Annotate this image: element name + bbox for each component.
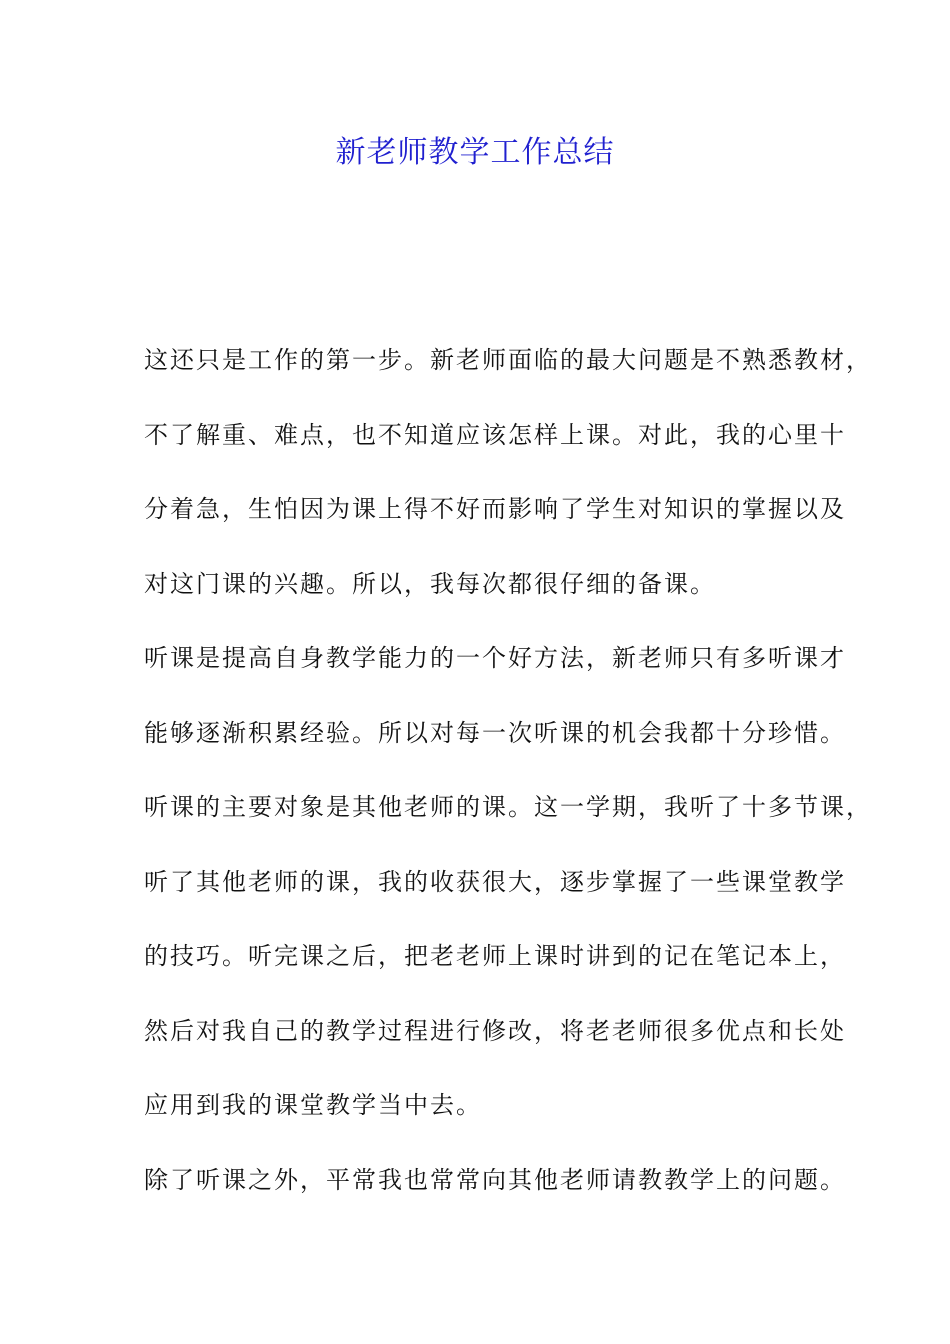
document-title: 新老师教学工作总结 (335, 135, 615, 170)
body-line-2: 不了解重、难点，也不知道应该怎样上课。对此，我的心里十 (144, 421, 846, 449)
body-line-9: 的技巧。听完课之后，把老老师上课时讲到的记在笔记本上， (144, 942, 846, 970)
body-line-1: 这还只是工作的第一步。新老师面临的最大问题是不熟悉教材， (144, 346, 872, 374)
body-line-5: 听课是提高自身教学能力的一个好方法，新老师只有多听课才 (144, 644, 846, 672)
body-line-3: 分着急，生怕因为课上得不好而影响了学生对知识的掌握以及 (144, 495, 846, 523)
body-line-12: 除了听课之外，平常我也常常向其他老师请教教学上的问题。 (144, 1166, 846, 1194)
body-line-11: 应用到我的课堂教学当中去。 (144, 1091, 482, 1119)
body-line-10: 然后对我自己的教学过程进行修改，将老老师很多优点和长处 (144, 1017, 846, 1045)
body-line-7: 听课的主要对象是其他老师的课。这一学期，我听了十多节课， (144, 793, 872, 821)
body-line-8: 听了其他老师的课，我的收获很大，逐步掌握了一些课堂教学 (144, 868, 846, 896)
body-line-6: 能够逐渐积累经验。所以对每一次听课的机会我都十分珍惜。 (144, 719, 846, 747)
body-line-4: 对这门课的兴趣。所以，我每次都很仔细的备课。 (144, 570, 716, 598)
